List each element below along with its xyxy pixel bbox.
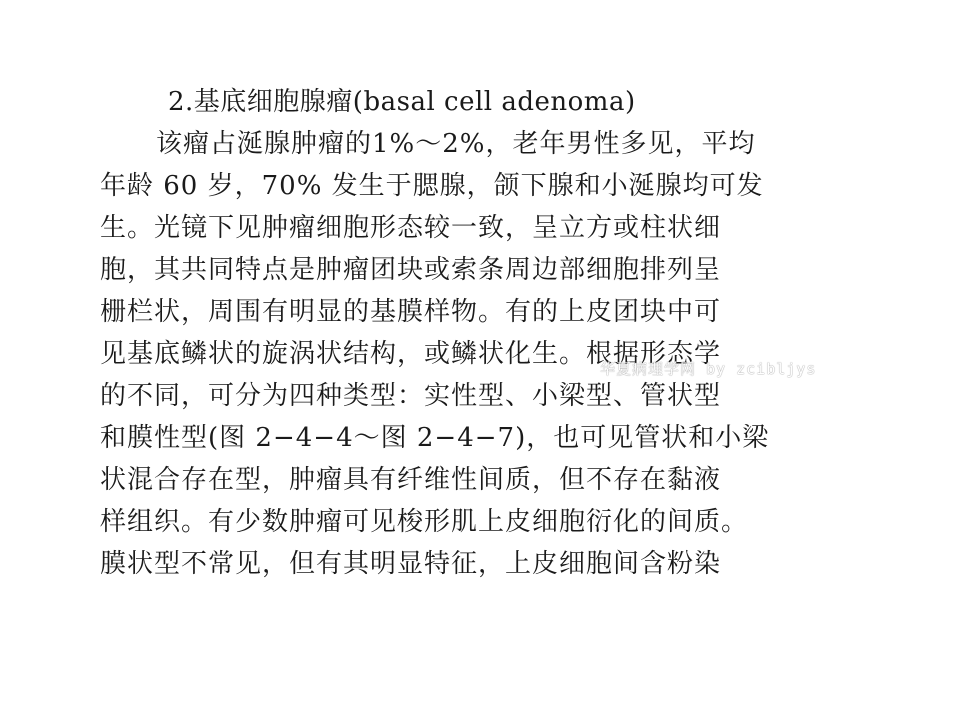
- text-line-10: 样组织。有少数肿瘤可见梭形肌上皮细胞衍化的间质。: [100, 507, 749, 537]
- text-line-9: 状混合存在型，肿瘤具有纤维性间质，但不存在黏液: [100, 465, 722, 495]
- watermark: 华夏病理学网 by zcibljys: [600, 360, 817, 378]
- text-line-2: 年龄 60 岁，70% 发生于腮腺，颌下腺和小涎腺均可发: [100, 171, 764, 201]
- section-heading: 2.基底细胞腺瘤(basal cell adenoma): [168, 87, 636, 117]
- text-line-4: 胞，其共同特点是肿瘤团块或索条周边部细胞排列呈: [100, 255, 722, 285]
- text-line-7: 的不同，可分为四种类型：实性型、小梁型、管状型: [100, 381, 722, 411]
- text-line-6: 见基底鳞状的旋涡状结构，或鳞状化生。根据形态学: [100, 339, 722, 369]
- text-line-5: 栅栏状，周围有明显的基膜样物。有的上皮团块中可: [100, 297, 722, 327]
- text-line-8: 和膜性型(图 2−4−4～图 2−4−7)，也可见管状和小梁: [100, 423, 770, 453]
- text-line-11: 膜状型不常见，但有其明显特征，上皮细胞间含粉染: [100, 549, 722, 579]
- text-line-1: 该瘤占涎腺肿瘤的1%～2%，老年男性多见，平均: [156, 129, 756, 159]
- text-line-3: 生。光镜下见肿瘤细胞形态较一致，呈立方或柱状细: [100, 213, 722, 243]
